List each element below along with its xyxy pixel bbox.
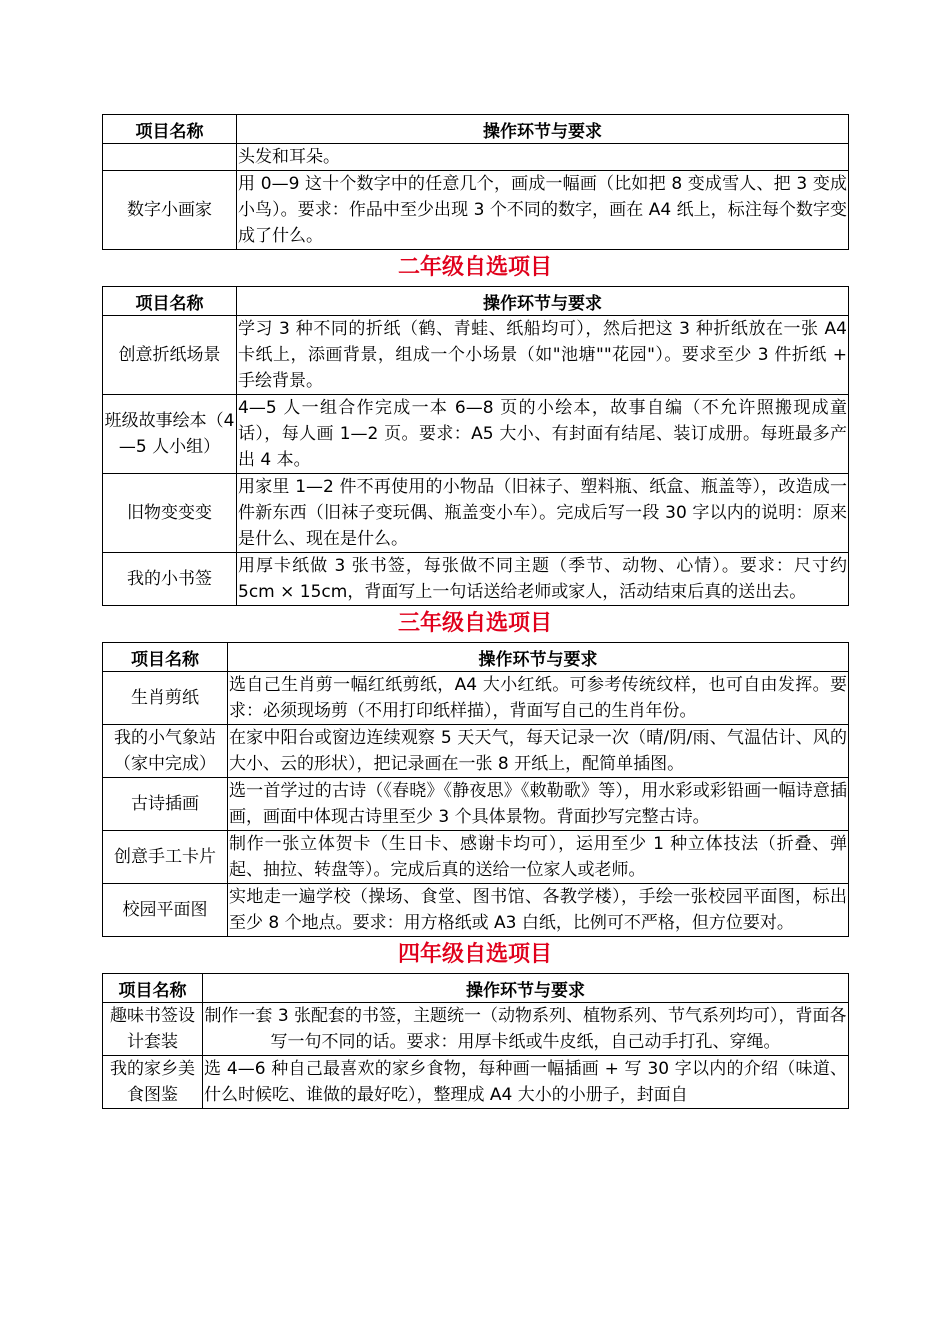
project-requirements: 制作一张立体贺卡（生日卡、感谢卡均可），运用至少 1 种立体技法（折叠、弹起、抽拉、转盘等）。完成后真的送给一位家人或老师。 — [228, 831, 849, 884]
header-requirements: 操作环节与要求 — [237, 115, 849, 144]
project-name: 校园平面图 — [103, 884, 228, 937]
table-row — [103, 171, 849, 250]
header-project-name: 项目名称 — [103, 115, 237, 144]
project-requirements: 制作一套 3 张配套的书签，主题统一（动物系列、植物系列、节气系列均可），背面各写一句不同的话。要求：用厚卡纸或牛皮纸，自己动手打孔、穿绳。 — [203, 1003, 849, 1056]
table-row — [103, 474, 849, 553]
project-name — [103, 144, 237, 171]
table-row — [103, 831, 849, 884]
project-name: 旧物变变变 — [103, 474, 237, 553]
project-requirements: 4—5 人一组合作完成一本 6—8 页的小绘本，故事自编（不允许照搬现成童话），每人画 1—2 页。要求：A5 大小、有封面有结尾、装订成册。每班最多产出 4 本。 — [237, 395, 849, 474]
grade4-table — [102, 973, 849, 1109]
header-project-name: 项目名称 — [103, 287, 237, 316]
project-name: 古诗插画 — [103, 778, 228, 831]
header-project-name: 项目名称 — [103, 643, 228, 672]
table-header-row — [103, 974, 849, 1003]
project-requirements: 选 4—6 种自己最喜欢的家乡食物，每种画一幅插画 + 写 30 字以内的介绍（味道、什么时候吃、谁做的最好吃），整理成 A4 大小的小册子，封面自 — [203, 1056, 849, 1109]
project-requirements: 用厚卡纸做 3 张书签，每张做不同主题（季节、动物、心情）。要求：尺寸约 5cm × 15cm，背面写上一句话送给老师或家人，活动结束后真的送出去。 — [237, 553, 849, 606]
table-header-row — [103, 287, 849, 316]
table-row — [103, 553, 849, 606]
project-requirements: 学习 3 种不同的折纸（鹤、青蛙、纸船均可），然后把这 3 种折纸放在一张 A4 卡纸上，添画背景，组成一个小场景（如"池塘""花园"）。要求至少 3 件折纸 + 手绘背景。 — [237, 316, 849, 395]
table-row — [103, 672, 849, 725]
table-row — [103, 1003, 849, 1056]
table-row — [103, 778, 849, 831]
project-requirements: 实地走一遍学校（操场、食堂、图书馆、各教学楼），手绘一张校园平面图，标出至少 8 个地点。要求：用方格纸或 A3 白纸，比例可不严格，但方位要对。 — [228, 884, 849, 937]
grade3-table — [102, 642, 849, 937]
project-name: 生肖剪纸 — [103, 672, 228, 725]
header-requirements: 操作环节与要求 — [203, 974, 849, 1003]
table-row — [103, 144, 849, 171]
header-requirements: 操作环节与要求 — [228, 643, 849, 672]
section-title-grade4: 四年级自选项目 — [397, 942, 552, 967]
table-row — [103, 1056, 849, 1109]
table-header-row — [103, 643, 849, 672]
grade2-table — [102, 286, 849, 606]
section-title-grade3: 三年级自选项目 — [397, 611, 552, 636]
project-name: 我的小气象站（家中完成） — [103, 725, 228, 778]
project-requirements: 选一首学过的古诗（《春晓》《静夜思》《敕勒歌》等），用水彩或彩铅画一幅诗意插画，画面中体现古诗里至少 3 个具体景物。背面抄写完整古诗。 — [228, 778, 849, 831]
table-row — [103, 395, 849, 474]
project-name: 我的家乡美食图鉴 — [103, 1056, 203, 1109]
project-requirements: 用 0—9 这十个数字中的任意几个，画成一幅画（比如把 8 变成雪人、把 3 变成小鸟）。要求：作品中至少出现 3 个不同的数字，画在 A4 纸上，标注每个数字变成了什么。 — [237, 171, 849, 250]
project-requirements: 头发和耳朵。 — [237, 144, 849, 171]
table-row — [103, 884, 849, 937]
project-name: 数字小画家 — [103, 171, 237, 250]
project-name: 班级故事绘本（4—5 人小组） — [103, 395, 237, 474]
table-row — [103, 725, 849, 778]
table-header-row — [103, 115, 849, 144]
header-project-name: 项目名称 — [103, 974, 203, 1003]
document-page — [102, 114, 848, 1109]
project-name: 创意折纸场景 — [103, 316, 237, 395]
section-title-grade2: 二年级自选项目 — [397, 255, 552, 280]
project-name: 我的小书签 — [103, 553, 237, 606]
project-requirements: 在家中阳台或窗边连续观察 5 天天气，每天记录一次（晴/阴/雨、气温估计、风的大小、云的形状），把记录画在一张 8 开纸上，配简单插图。 — [228, 725, 849, 778]
project-name: 趣味书签设计套装 — [103, 1003, 203, 1056]
grade1-table-continued — [102, 114, 849, 250]
project-requirements: 用家里 1—2 件不再使用的小物品（旧袜子、塑料瓶、纸盒、瓶盖等），改造成一件新东西（旧袜子变玩偶、瓶盖变小车）。完成后写一段 30 字以内的说明：原来是什么、现在是什么。 — [237, 474, 849, 553]
table-row — [103, 316, 849, 395]
header-requirements: 操作环节与要求 — [237, 287, 849, 316]
project-requirements: 选自己生肖剪一幅红纸剪纸，A4 大小红纸。可参考传统纹样，也可自由发挥。要求：必须现场剪（不用打印纸样描），背面写自己的生肖年份。 — [228, 672, 849, 725]
project-name: 创意手工卡片 — [103, 831, 228, 884]
